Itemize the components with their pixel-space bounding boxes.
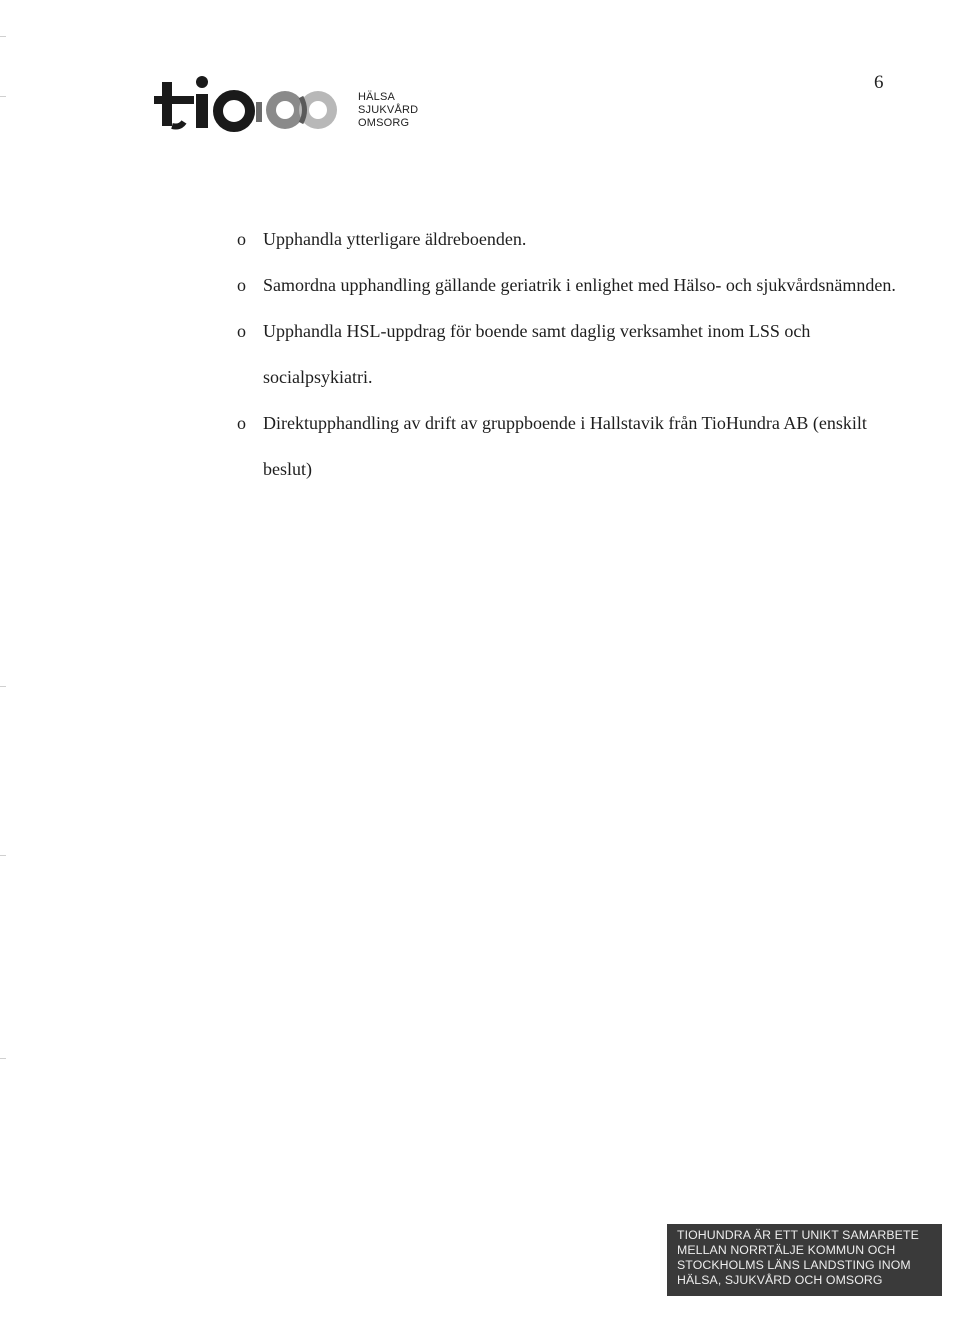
logo-line: OMSORG — [358, 117, 410, 129]
scan-edge-mark — [0, 1058, 6, 1059]
page-number: 6 — [874, 72, 884, 93]
logo-line: SJUKVÅRD — [358, 104, 419, 116]
bullet-marker: o — [237, 413, 246, 433]
list-item — [237, 308, 897, 400]
scan-edge-mark — [0, 686, 6, 687]
footer-line: HÄLSA, SJUKVÅRD OCH OMSORG — [677, 1273, 883, 1287]
list-item — [237, 400, 897, 492]
bullet-marker: o — [237, 321, 246, 341]
scan-edge-mark — [0, 36, 6, 37]
bullet-text: Upphandla ytterligare äldreboenden. — [263, 229, 527, 249]
footer-note — [667, 1224, 942, 1296]
bullet-text: Samordna upphandling gällande geriatrik i enlighet med Hälso- och sjukvårdsnämnden. — [263, 275, 896, 295]
list-item — [237, 262, 897, 308]
tiohundra-logo-graphic — [150, 72, 350, 136]
bullet-marker: o — [237, 229, 246, 249]
bullet-marker: o — [237, 275, 246, 295]
list-item — [237, 216, 897, 262]
logo-line: HÄLSA — [358, 91, 396, 103]
tiohundra-logo — [150, 72, 420, 136]
footer-line: STOCKHOLMS LÄNS LANDSTING INOM — [677, 1258, 911, 1272]
bullet-text: Direktupphandling av drift av gruppboende i Hallstavik från TioHundra AB (enskilt beslut) — [263, 413, 867, 479]
bullet-text: Upphandla HSL-uppdrag för boende samt daglig verksamhet inom LSS och socialpsykiatri. — [263, 321, 811, 387]
scan-edge-mark — [0, 855, 6, 856]
bullet-list — [237, 216, 897, 492]
footer-line: MELLAN NORRTÄLJE KOMMUN OCH — [677, 1243, 896, 1257]
footer-line: TIOHUNDRA ÄR ETT UNIKT SAMARBETE — [677, 1228, 919, 1242]
scan-edge-mark — [0, 96, 6, 97]
logo-text — [358, 91, 418, 130]
